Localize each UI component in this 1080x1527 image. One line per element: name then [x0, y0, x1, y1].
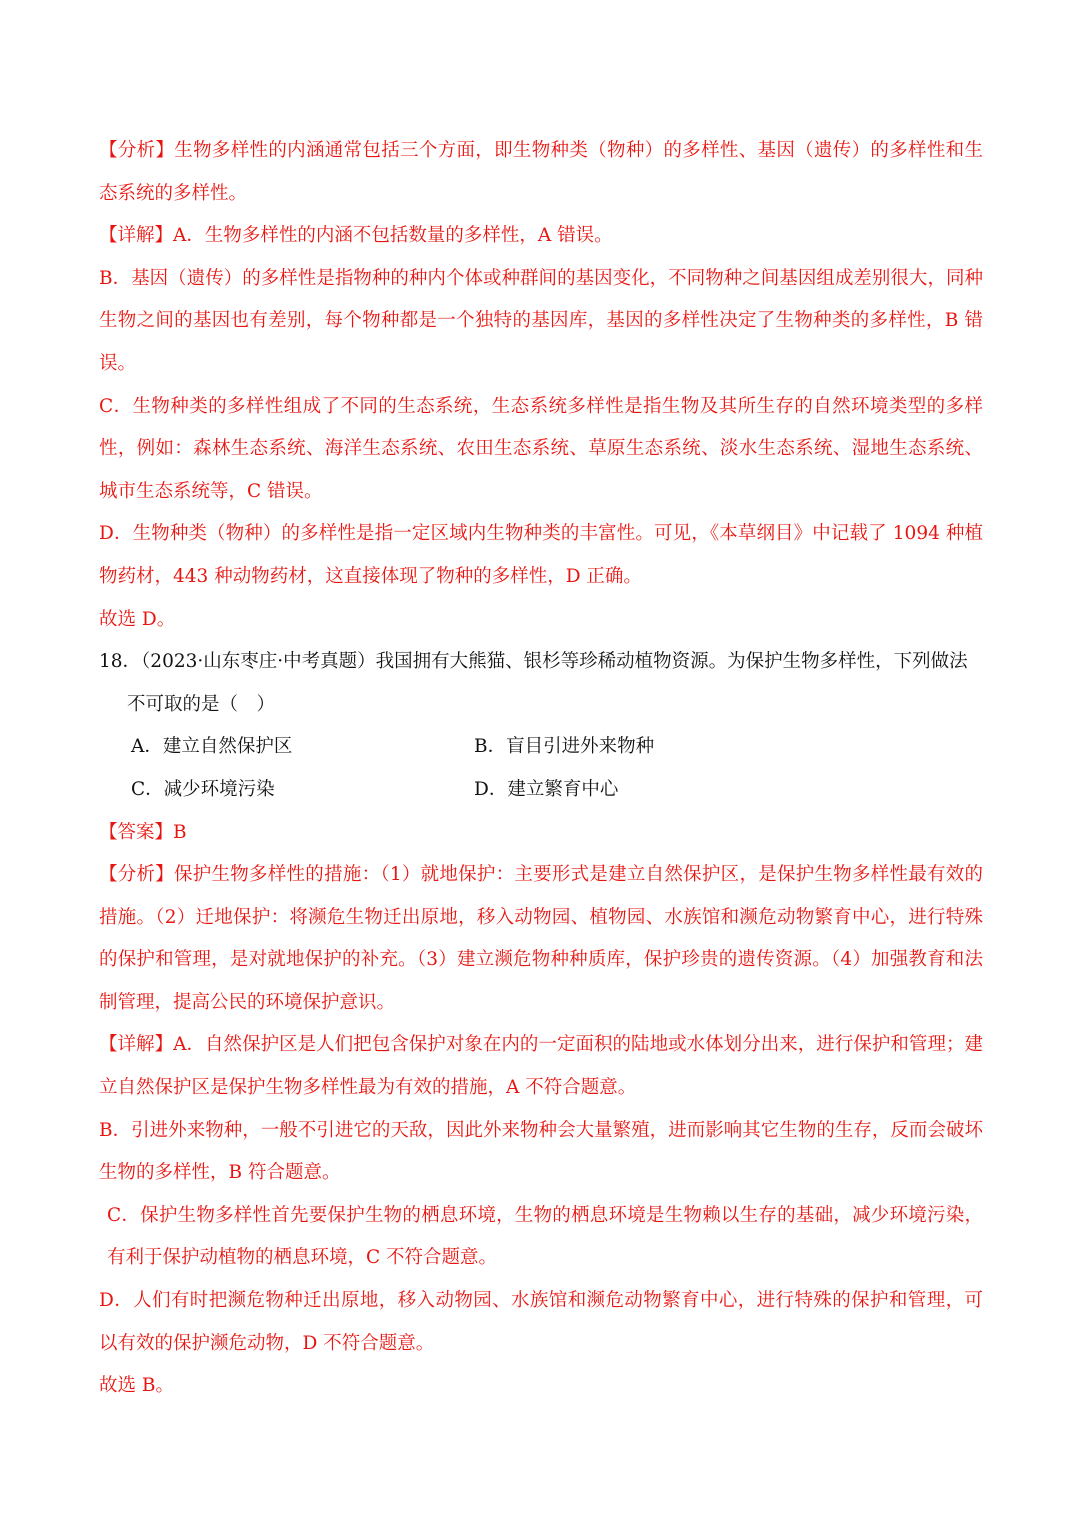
options-row-2 [131, 769, 983, 812]
option-c: C．减少环境污染 [131, 778, 275, 800]
q18-options [99, 726, 983, 811]
detail-a-text: A．自然保护区是人们把包含保护对象在内的一定面积的陆地或水体划分出来，进行保护和管理；建立自然保护区是保护生物多样性最为有效的措施，A 不符合题意。 [99, 1034, 983, 1099]
detail-a-text: A．生物多样性的内涵不包括数量的多样性，A 错误。 [173, 225, 613, 247]
q17-detail-a [99, 215, 983, 258]
q18-analysis [99, 854, 983, 1024]
answer-value: B [173, 821, 187, 843]
page-content [99, 130, 983, 1408]
q18-detail-a [99, 1024, 983, 1109]
q18-number: 18． [99, 651, 142, 673]
analysis-tag: 【分析】 [99, 140, 175, 161]
q18-stem-text: （2023·山东枣庄·中考真题）我国拥有大熊猫、银杉等珍稀动植物资源。为保护生物多样性，下列做法 [141, 651, 968, 673]
q18-detail-b: B．引进外来物种，一般不引进它的天敌，因此外来物种会大量繁殖，进而影响其它生物的生存，反而会破坏生物的多样性，B 符合题意。 [99, 1119, 983, 1184]
detail-tag: 【详解】 [99, 225, 174, 247]
q18-detail-c: C．保护生物多样性首先要保护生物的栖息环境，生物的栖息环境是生物赖以生存的基础，减少环境污染，有利于保护动植物的栖息环境，C 不符合题意。 [107, 1204, 983, 1269]
q17-detail-c: C．生物种类的多样性组成了不同的生态系统，生态系统多样性是指生物及其所生存的自然环境类型的多样性，例如：森林生态系统、海洋生态系统、农田生态系统、草原生态系统、淡水生态系统、湿地生态系统、城市生态系统等，C 错误。 [99, 395, 983, 502]
q18-stem-line2: 不可取的是（ ） [127, 693, 276, 715]
q18-detail-d: D．人们有时把濒危物种迁出原地，移入动物园、水族馆和濒危动物繁育中心，进行特殊的保护和管理，可以有效的保护濒危动物，D 不符合题意。 [99, 1290, 983, 1354]
analysis-text: 生物多样性的内涵通常包括三个方面，即生物种类（物种）的多样性、基因（遗传）的多样性和生态系统的多样性。 [99, 140, 983, 204]
option-d: D．建立繁育中心 [474, 778, 619, 800]
analysis-text: 保护生物多样性的措施：（1）就地保护：主要形式是建立自然保护区，是保护生物多样性最有效的措施。（2）迁地保护：将濒危生物迁出原地，移入动物园、植物园、水族馆和濒危动物繁育中心，进行特殊的保护和管理，是对就地保护的补充。（3）建立濒危物种种质库，保护珍贵的遗传资源。（4）加强教育和法制管理，提高公民的环境保护意识。 [99, 864, 983, 1013]
detail-tag: 【详解】 [99, 1034, 174, 1056]
q17-choice: 故选 D。 [99, 608, 176, 630]
q17-detail-d: D．生物种类（物种）的多样性是指一定区域内生物种类的丰富性。可见，《本草纲目》中记载了 1094 种植物药材，443 种动物药材，这直接体现了物种的多样性，D 正确。 [99, 523, 983, 587]
option-a: A．建立自然保护区 [131, 736, 293, 758]
q18-answer [99, 812, 983, 855]
answer-tag: 【答案】 [99, 821, 174, 843]
analysis-tag: 【分析】 [99, 864, 175, 886]
q18-choice: 故选 B。 [99, 1375, 174, 1397]
q17-detail-b: B．基因（遗传）的多样性是指物种的种内个体或种群间的基因变化，不同物种之间基因组成差别很大，同种生物之间的基因也有差别，每个物种都是一个独特的基因库，基因的多样性决定了生物种类的多样性，B 错误。 [99, 267, 983, 374]
options-row-1 [131, 726, 983, 769]
option-b: B．盲目引进外来物种 [474, 736, 655, 758]
q17-analysis [99, 130, 983, 215]
q18-stem-line1 [99, 641, 983, 684]
